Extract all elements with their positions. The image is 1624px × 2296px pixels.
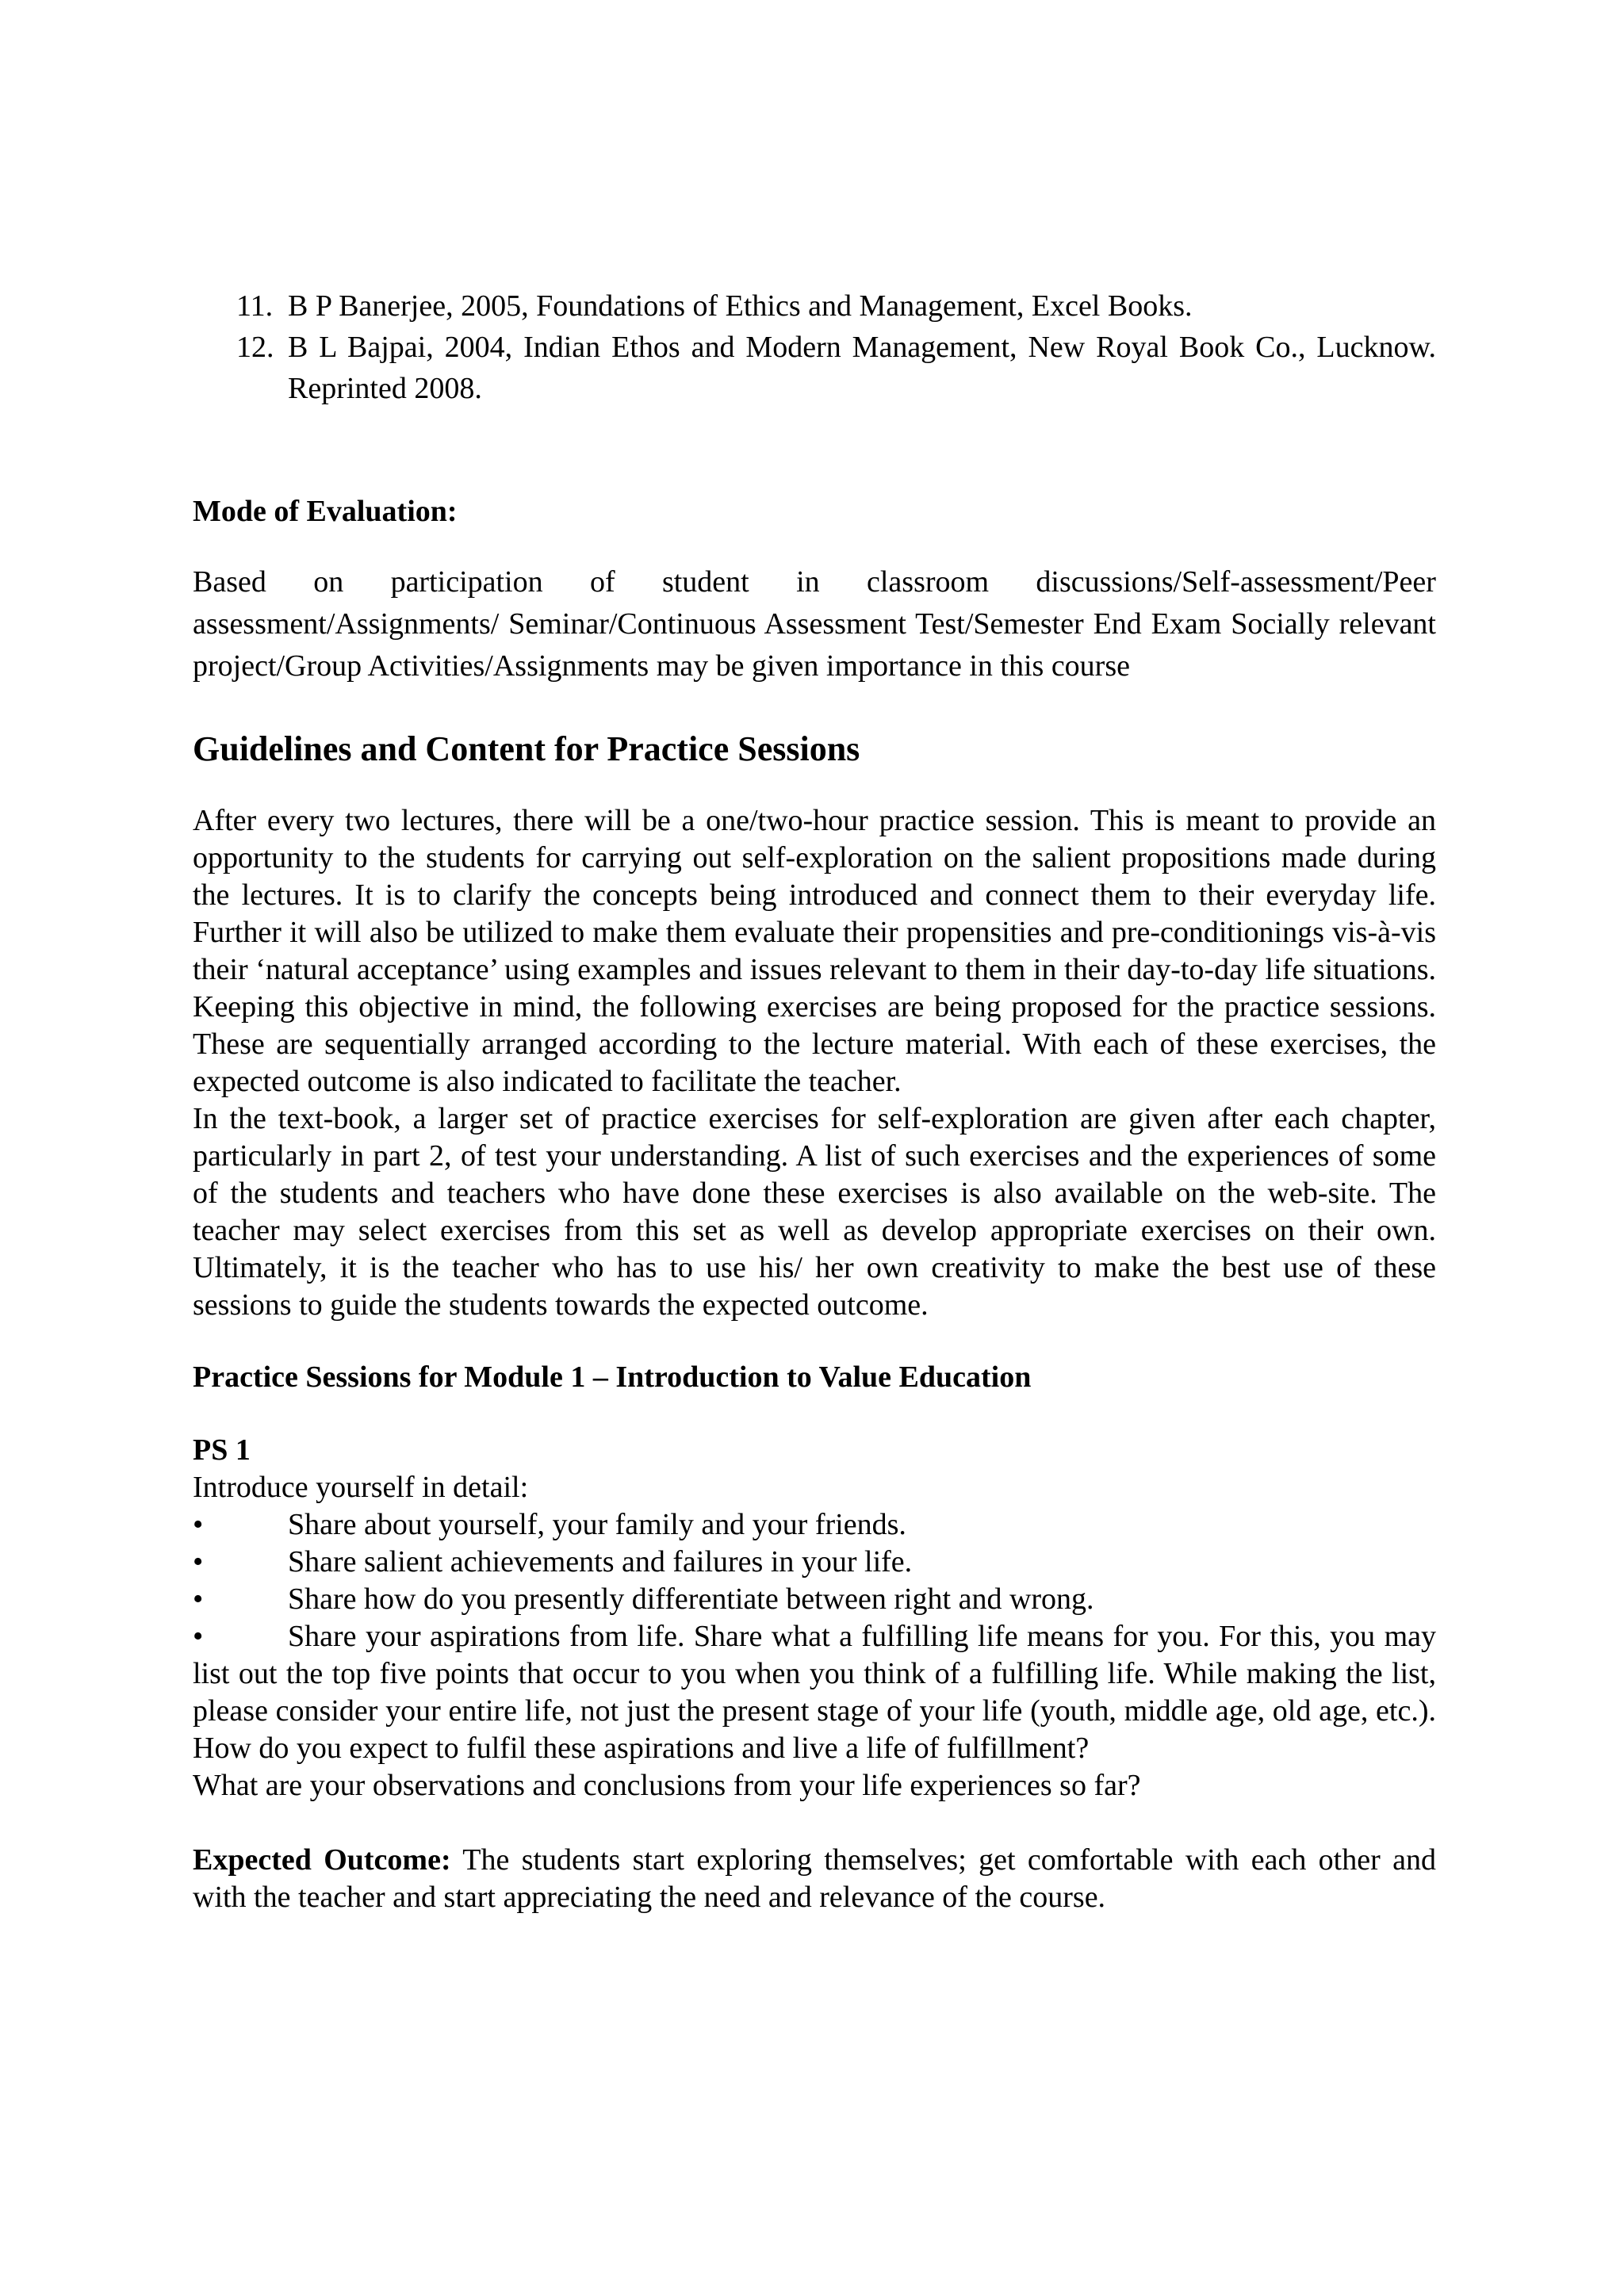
bullet-icon: •: [193, 1508, 204, 1541]
bullet-text: Share about yourself, your family and your friends.: [288, 1508, 906, 1541]
guidelines-paragraph-2: In the text-book, a larger set of practice exercises for self-exploration are given after each chapter, particularly in part 2, of test your understanding. A list of such exercises and the experiences of some of the students and teachers who have done these exercises is also available on the web-site. The teacher may select exercises from this set as well as develop appropriate exercises on their own. Ultimately, it is the teacher who has to use his/ her own creativity to make the best use of these sessions to guide the students towards the expected outcome.: [193, 1102, 1436, 1322]
ps1-intro: Introduce yourself in detail:: [193, 1471, 529, 1504]
bullet-text: Share your aspirations from life. Share what a fulfilling life means for you. For this, you may list out the top five points that occur to you when you think of a fulfilling life. While making the list, please consider your entire life, not just the present stage of your life (youth, middle age, old age, etc.). How do you expect to fulfil these aspirations and live a life of fulfillment?: [193, 1620, 1436, 1765]
evaluation-word: on: [313, 565, 344, 599]
reference-text: B L Bajpai, 2004, Indian Ethos and Modern Management, New Royal Book Co., Lucknow. Reprinted 2008.: [288, 331, 1436, 405]
reference-item: [193, 285, 1436, 327]
evaluation-word: student: [661, 565, 749, 599]
evaluation-rest: assessment/Assignments/ Seminar/Continuous Assessment Test/Semester End Exam Socially relevant project/Group Activities/Assignments may be given importance in this course: [193, 607, 1436, 683]
expected-outcome-label: Expected Outcome:: [193, 1843, 451, 1877]
bullet-text: Share how do you presently differentiate between right and wrong.: [288, 1582, 1094, 1616]
evaluation-word: in: [796, 565, 820, 599]
ps1-label: PS 1: [193, 1433, 251, 1467]
list-item: [193, 1506, 1436, 1544]
expected-outcome-text: The students start exploring themselves; get comfortable with each other and with the teacher and start appreciating the need and relevance of the course.: [193, 1843, 1436, 1914]
guidelines-paragraph-1: After every two lectures, there will be a one/two-hour practice session. This is meant to provide an opportunity to the students for carrying out self-exploration on the salient propositions made during the lectures. It is to clarify the concepts being introduced and connect them to their everyday life. Further it will also be utilized to make them evaluate their propensities and pre-conditionings vis-à-vis their ‘natural acceptance’ using examples and issues relevant to them in their day-to-day life situations. Keeping this objective in mind, the following exercises are being proposed for the practice sessions. These are sequentially arranged according to the lecture material. With each of these exercises, the expected outcome is also indicated to facilitate the teacher.: [193, 804, 1436, 1098]
bullet-icon: •: [193, 1620, 204, 1653]
bullet-icon: •: [193, 1545, 204, 1578]
reference-number: 11.: [236, 289, 274, 323]
ps1-question: What are your observations and conclusions from your life experiences so far?: [193, 1769, 1141, 1802]
evaluation-word: discussions/Self-assessment/Peer: [1036, 565, 1436, 599]
list-item: [193, 1581, 1436, 1618]
list-item: [193, 1544, 1436, 1581]
evaluation-heading: Mode of Evaluation:: [193, 495, 458, 528]
reference-text: B P Banerjee, 2005, Foundations of Ethics and Management, Excel Books.: [288, 289, 1193, 323]
reference-list: [193, 285, 1436, 409]
evaluation-first-line: [193, 561, 1436, 603]
reference-item: [193, 327, 1436, 409]
expected-outcome: [193, 1842, 1436, 1916]
bullet-text: Share salient achievements and failures in your life.: [288, 1545, 913, 1578]
document-page: [193, 285, 1436, 1916]
bullet-icon: •: [193, 1582, 204, 1616]
list-item: [193, 1618, 1436, 1767]
module1-heading: Practice Sessions for Module 1 – Introduction to Value Education: [193, 1360, 1032, 1394]
evaluation-word: participation: [390, 565, 543, 599]
evaluation-word: classroom: [866, 565, 990, 599]
evaluation-word: Based: [193, 565, 266, 599]
evaluation-word: of: [589, 565, 615, 599]
ps1-bullet-list: [193, 1506, 1436, 1767]
guidelines-heading: Guidelines and Content for Practice Sessions: [193, 729, 860, 768]
reference-number: 12.: [236, 331, 274, 364]
evaluation-paragraph: [193, 561, 1436, 687]
